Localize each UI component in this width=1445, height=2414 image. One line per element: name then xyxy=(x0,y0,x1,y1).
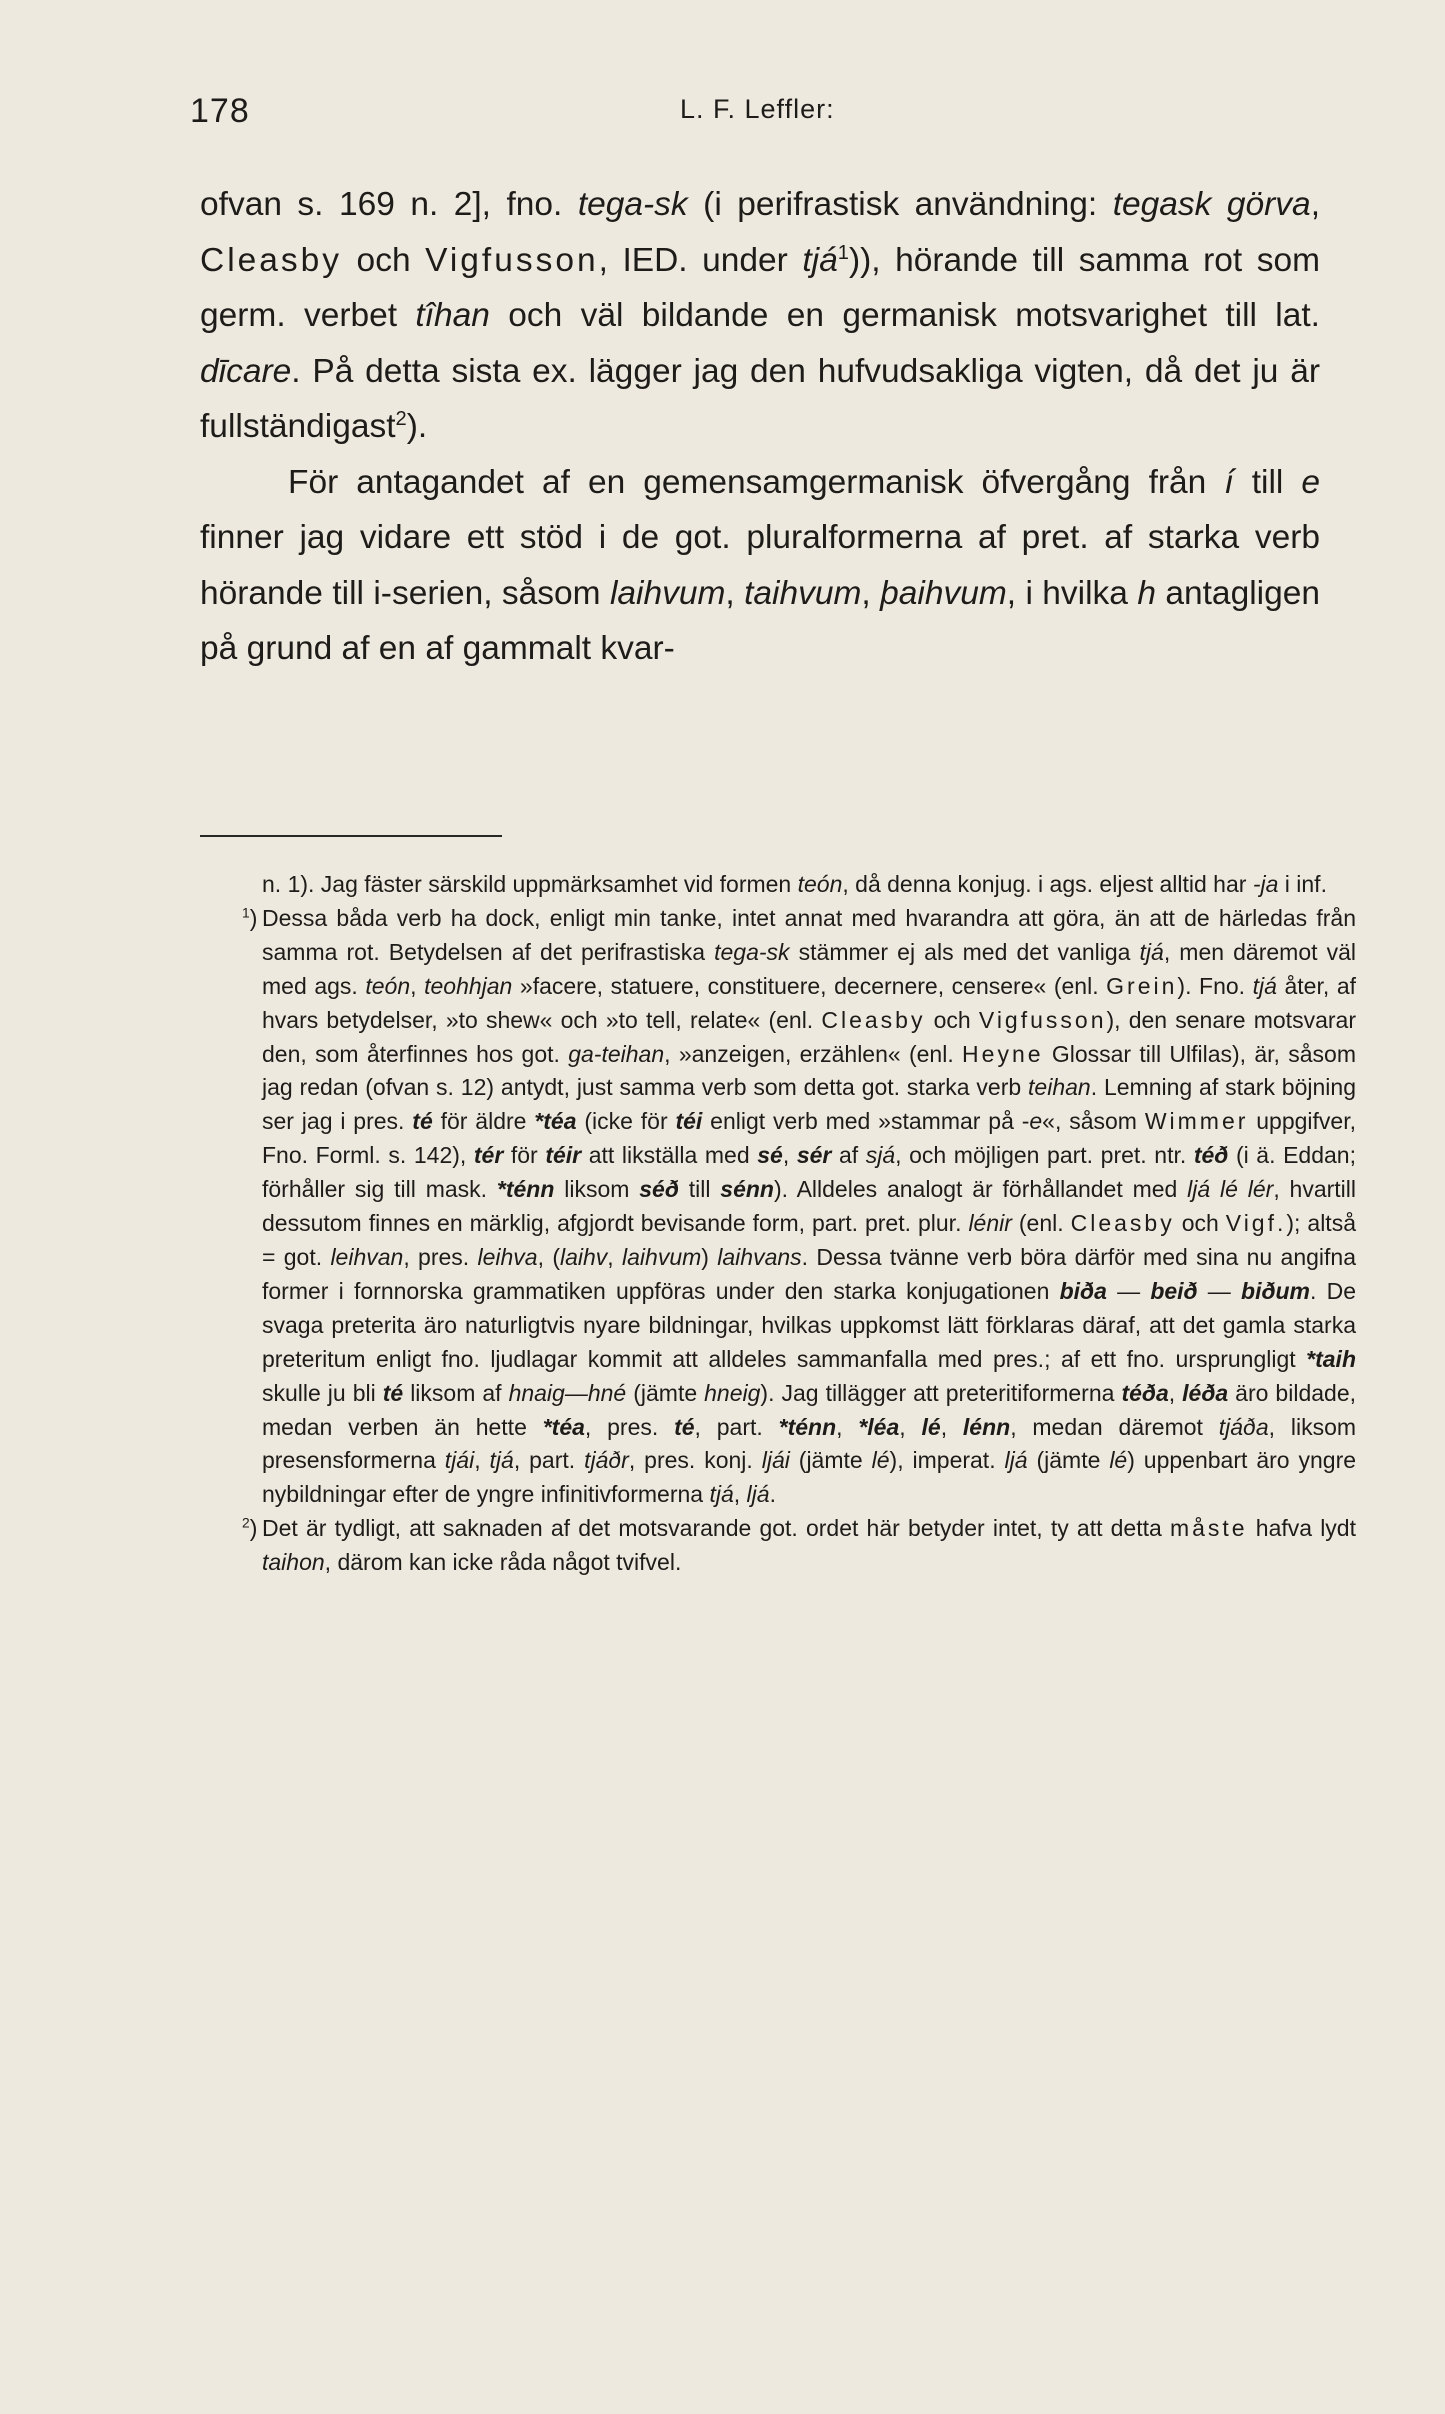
footnotes.1-segment: léða xyxy=(1182,1379,1229,1406)
footnotes.1-segment: leihvan xyxy=(330,1243,404,1270)
body-paragraph-1 xyxy=(200,177,1320,455)
footnotes.1-segment: , liksom presensformerna xyxy=(262,1413,1357,1474)
footnotes.1-segment: tjá xyxy=(489,1447,514,1474)
footnotes.0-segment: , då denna konjug. i ags. eljest alltid har xyxy=(842,871,1253,897)
footnotes.1-segment: ) xyxy=(701,1243,718,1270)
footnotes.1-segment: liksom af xyxy=(403,1379,509,1406)
footnotes.1-segment: af xyxy=(831,1142,866,1169)
footnotes.1-segment: tjá xyxy=(709,1481,734,1508)
footnotes.1-segment: , xyxy=(899,1413,922,1440)
footnotes.1-segment: , xyxy=(607,1243,623,1270)
footnotes.1-segment: (jämte xyxy=(789,1447,872,1474)
body_paragraphs.0-segment: tjá xyxy=(802,241,838,279)
footnotes.1-segment: *téa xyxy=(534,1108,577,1135)
footnotes.1-segment: åter, af hvars betydelser, »to shew« och »to tell, relate« (enl. xyxy=(262,972,1356,1033)
footnotes.1-segment: teohhjan xyxy=(424,972,513,999)
body_paragraphs.0-segment: (i perifrastisk användning: xyxy=(687,186,1113,223)
body_paragraphs.1-segment: , i hvilka xyxy=(1006,574,1138,612)
footnotes.1-segment: beið xyxy=(1150,1277,1198,1304)
footnotes.1-segment: ). Fno. xyxy=(1177,972,1253,999)
footnotes.1-segment: »facere, statuere, constituere, decernere, censere« (enl. xyxy=(512,972,1107,999)
footnotes.1-segment: *ténn xyxy=(496,1176,555,1203)
footnotes.2-segment: , därom kan icke råda något tvifvel. xyxy=(324,1549,682,1576)
footnotes.1-segment: , pres. konj. xyxy=(628,1447,762,1474)
footnotes.1-segment: sénn xyxy=(720,1176,774,1203)
footnotes.0-segment: Jag fäster särskild uppmärksamhet vid formen xyxy=(314,871,798,897)
footnotes.2-segment: Det är tydligt, att saknaden af det motsvarande got. ordet här betyder intet, ty att detta xyxy=(262,1515,1170,1542)
body_paragraphs.0-segment: och xyxy=(342,241,426,279)
footnotes.1-segment: , xyxy=(410,972,425,999)
footnotes.1-segment: lé xyxy=(1109,1447,1128,1474)
footnotes.1-segment: för xyxy=(503,1142,546,1169)
footnotes.1-segment: laihv xyxy=(559,1243,608,1270)
body_paragraphs.0-segment: tega-sk xyxy=(577,186,688,223)
footnotes.1-segment: ljái xyxy=(761,1447,790,1474)
footnotes.1-segment: tjáðr xyxy=(584,1447,629,1474)
footnotes.1-segment: , part. xyxy=(694,1413,779,1440)
page-number: 178 xyxy=(190,92,250,130)
footnotes.1-segment: té xyxy=(382,1379,404,1406)
footnotes.1-segment: Vigfusson xyxy=(978,1006,1107,1033)
body_paragraphs.0-segment: , xyxy=(1310,186,1320,223)
footnotes.1-segment: , pres. xyxy=(584,1413,675,1440)
body_paragraphs.1-segment: För antagandet af en gemensamgermanisk öfvergång från xyxy=(288,463,1225,501)
footnotes.1-segment: «, såsom xyxy=(1042,1108,1145,1135)
body_paragraphs.0-segment: ). xyxy=(406,408,428,445)
body_paragraphs.1-segment: finner jag vidare ett stöd i de got. pluralformerna af pret. af starka verb hörande till i-serien, såsom xyxy=(200,519,1320,612)
footnote-2 xyxy=(242,1512,1356,1580)
footnotes.1-segment: tega-sk xyxy=(714,938,790,965)
footnotes.1-segment: sé xyxy=(757,1142,783,1169)
footnotes.1-segment: , medan däremot xyxy=(1010,1413,1219,1440)
body_paragraphs.1-segment: þaihvum xyxy=(880,574,1007,612)
footnotes.1-segment: , och möjligen part. pret. ntr. xyxy=(895,1142,1194,1169)
footnotes.1-segment: . Lemning af stark böjning ser jag i pres. xyxy=(262,1074,1356,1135)
footnotes.1-segment: . xyxy=(769,1481,776,1508)
footnotes.1-segment: och xyxy=(925,1006,979,1033)
body_paragraphs.0-segment: , IED. under xyxy=(598,241,803,279)
footnotes.1-segment: enligt verb med »stammar på - xyxy=(702,1108,1030,1135)
body_paragraphs.0-segment: tegask görva xyxy=(1112,186,1311,223)
footnotes.2-segment: taihon xyxy=(262,1549,325,1576)
footnotes.1-segment: , part. xyxy=(513,1447,585,1474)
footnotes.1-segment: lénn xyxy=(962,1413,1011,1440)
footnotes.1-segment: (enl. xyxy=(1011,1210,1071,1237)
body_paragraphs.1-segment: h xyxy=(1137,574,1156,612)
body_paragraphs.1-segment: í xyxy=(1224,463,1234,501)
footnote-marker: n. 1). xyxy=(262,871,315,897)
footnotes.1-segment: tér xyxy=(473,1142,504,1169)
footnotes.1-segment: äro bildade, medan verben än hette xyxy=(262,1379,1356,1440)
footnotes.1-segment: ljá xyxy=(1004,1447,1028,1474)
footnotes.1-segment: ). Alldeles analogt är förhållandet med xyxy=(773,1176,1188,1203)
body-paragraph-2 xyxy=(200,455,1320,677)
footnote-marker-number: 1 xyxy=(242,905,250,921)
footnotes.1-segment: , xyxy=(836,1413,859,1440)
body-text xyxy=(200,177,1320,677)
footnotes.1-segment: Cleasby xyxy=(1070,1210,1175,1237)
footnote-marker: $^1$) xyxy=(242,904,258,931)
footnotes.0-segment: -ja xyxy=(1252,871,1279,897)
footnotes.1-segment: , hvartill dessutom finnes en märklig, afgjordt bevisande form, part. pret. plur. xyxy=(262,1176,1356,1237)
footnotes.1-segment: *ténn xyxy=(778,1413,837,1440)
footnotes.1-segment: biðum xyxy=(1241,1277,1311,1304)
footnotes.1-segment: Wimmer xyxy=(1144,1108,1249,1135)
body_paragraphs.1-segment: taihvum xyxy=(744,574,862,612)
running-head: L. F. Leffler: xyxy=(680,94,835,124)
footnotes.1-segment: tjái xyxy=(444,1447,475,1474)
footnotes.1-segment: för äldre xyxy=(432,1108,535,1135)
body_paragraphs.1-segment: antagligen på grund af en af gammalt kvar- xyxy=(200,574,1320,667)
footnotes.1-segment: , men däremot väl med ags. xyxy=(262,938,1356,999)
footnotes.1-segment: ), den senare motsvarar den, som återfinnes hos got. xyxy=(262,1006,1356,1067)
footnotes xyxy=(242,868,1357,1580)
body_paragraphs.0-segment: ofvan s. 169 n. 2], fno. xyxy=(200,186,578,223)
footnotes.1-segment: *taih xyxy=(1306,1345,1356,1372)
footnotes.1-segment: leihva xyxy=(477,1243,538,1270)
footnotes.1-segment: uppgifver, Fno. Forml. s. 142), xyxy=(262,1108,1356,1169)
footnotes.1-segment: *téa xyxy=(542,1413,585,1440)
footnote-continuation xyxy=(262,868,1356,902)
footnotes.1-segment: lénir xyxy=(968,1210,1012,1237)
body_paragraphs.0-segment: Cleasby xyxy=(200,241,343,279)
footnotes.1-segment: téi xyxy=(675,1108,703,1135)
body_paragraphs.0-segment: tîhan xyxy=(415,297,490,334)
body_paragraphs.0-segment: dīcare xyxy=(200,352,292,390)
footnotes.1-segment: Heyne xyxy=(962,1040,1044,1067)
footnotes.1-segment: hnaig—hné xyxy=(508,1379,627,1406)
footnotes.1-segment: ), imperat. xyxy=(889,1447,1005,1474)
footnotes.1-segment: stämmer ej als med det vanliga xyxy=(789,938,1140,965)
footnotes.1-segment: lé xyxy=(871,1447,890,1474)
footnotes.1-segment: (icke för xyxy=(576,1108,676,1135)
footnotes.1-segment: biða xyxy=(1059,1277,1107,1304)
footnotes.1-segment: , pres. xyxy=(403,1243,478,1270)
body_paragraphs.0-segment: och väl bildande en germanisk motsvarighet till lat. xyxy=(489,297,1320,334)
body_paragraphs.1-segment: e xyxy=(1301,463,1321,501)
footnotes.1-segment: Dessa båda verb ha dock, enligt min tanke, intet annat med hvarandra att göra, än att de härledas från samma rot. Betydelsen af det perifrastiska xyxy=(262,904,1356,965)
footnotes.1-segment: téð xyxy=(1193,1142,1229,1169)
body_paragraphs.0-segment: . På detta sista ex. lägger jag den hufvudsakliga vigten, då det ju är fullständigast xyxy=(200,352,1320,445)
page-header xyxy=(190,92,1310,142)
footnotes.1-segment: téða xyxy=(1121,1379,1169,1406)
footnotes.1-segment: (i ä. Eddan; förhåller sig till mask. xyxy=(262,1142,1356,1203)
footnotes.1-segment: ). Jag tillägger att preteritiformerna xyxy=(760,1379,1122,1406)
footnotes.1-segment: , xyxy=(940,1413,963,1440)
footnotes.2-segment: hafva lydt xyxy=(1247,1515,1356,1542)
footnotes.1-segment: teón xyxy=(365,972,411,999)
footnotes.1-segment: , xyxy=(782,1142,797,1169)
footnotes.2-segment: måste xyxy=(1169,1515,1248,1542)
footnotes.1-segment: sér xyxy=(796,1142,832,1169)
body_paragraphs.0-segment: )), hörande till samma rot som germ. verbet xyxy=(200,241,1320,334)
footnotes.1-segment: Cleasby xyxy=(821,1006,926,1033)
footnotes.1-segment: och xyxy=(1174,1210,1226,1237)
footnotes.1-segment: Grein xyxy=(1106,972,1178,999)
footnotes.1-segment: . Dessa tvänne verb böra därför med sina nu angifna former i fornnorska grammatiken uppföras under den starka konjugationen xyxy=(262,1243,1356,1304)
footnotes.1-segment: (jämte xyxy=(626,1379,705,1406)
footnotes.1-segment: tjáða xyxy=(1218,1413,1269,1440)
footnote-marker-number: 2 xyxy=(242,1515,250,1531)
body_paragraphs.1-segment: laihvum xyxy=(609,574,726,612)
footnotes.1-segment: sjá xyxy=(865,1142,896,1169)
footnotes.1-segment: — xyxy=(1106,1277,1151,1304)
footnotes.1-segment: hneig xyxy=(704,1379,761,1406)
footnotes.1-segment: *léa xyxy=(858,1413,900,1440)
footnotes.1-segment: séð xyxy=(639,1176,679,1203)
footnotes.1-segment: (jämte xyxy=(1027,1447,1110,1474)
footnotes.1-segment: — xyxy=(1197,1277,1242,1304)
footnotes.1-segment: téir xyxy=(545,1142,582,1169)
footnotes.1-segment: ga-teihan xyxy=(568,1040,665,1067)
footnotes.1-segment: ljá lé lér xyxy=(1187,1176,1274,1203)
footnotes.1-segment: , ( xyxy=(537,1243,560,1270)
footnotes.1-segment: Glossar till Ulfilas), är, såsom jag redan (ofvan s. 12) antydt, just samma verb som detta got. starka verb xyxy=(262,1040,1356,1101)
body_paragraphs.0-segment: 1 xyxy=(837,241,849,264)
footnotes.1-segment: ljá xyxy=(746,1481,770,1508)
footnotes.1-segment: té xyxy=(674,1413,695,1440)
footnotes.1-segment: tjá xyxy=(1252,972,1277,999)
footnotes.1-segment: té xyxy=(412,1108,433,1135)
footnotes.1-segment: att likställa med xyxy=(581,1142,758,1169)
footnotes.1-segment: lé xyxy=(921,1413,941,1440)
body_paragraphs.1-segment: , xyxy=(861,574,881,612)
body_paragraphs.1-segment: , xyxy=(725,574,745,612)
footnotes.1-segment: , »anzeigen, erzählen« (enl. xyxy=(664,1040,963,1067)
footnotes.1-segment: teihan xyxy=(1028,1074,1091,1101)
footnotes.1-segment: till xyxy=(678,1176,721,1203)
footnote-separator-rule xyxy=(200,835,502,837)
footnotes.1-segment: liksom xyxy=(554,1176,640,1203)
footnote-1 xyxy=(242,902,1357,1512)
footnotes.1-segment: , xyxy=(733,1481,747,1508)
footnotes.1-segment: laihvum xyxy=(622,1243,702,1270)
body_paragraphs.0-segment: 2 xyxy=(395,407,407,430)
footnotes.1-segment: e xyxy=(1029,1108,1043,1135)
body_paragraphs.1-segment: till xyxy=(1233,463,1302,501)
footnotes.1-segment: . De svaga preterita äro naturligtvis nyare bildningar, hvilkas uppkomst lätt förklaras däraf, att det gamla starka preteritum enligt fno. ljudlagar kommit att alldeles sammanfalla med pres.; af ett fno. ursprungligt xyxy=(262,1277,1357,1372)
footnotes.1-segment: , xyxy=(1168,1379,1183,1406)
footnotes.1-segment: , xyxy=(474,1447,490,1474)
footnotes.1-segment: laihvans xyxy=(717,1243,802,1270)
footnotes.1-segment: skulle ju bli xyxy=(262,1379,383,1406)
footnotes.1-segment: tjá xyxy=(1139,938,1164,965)
footnotes.0-segment: teón xyxy=(797,871,843,897)
body_paragraphs.0-segment: Vigfusson xyxy=(425,241,599,279)
footnotes.1-segment: Vigf. xyxy=(1225,1210,1287,1237)
footnote-marker: $^2$) xyxy=(242,1515,258,1542)
footnotes.0-segment: i inf. xyxy=(1278,871,1327,897)
footnotes.1-segment: ) uppenbart äro yngre nybildningar efter de yngre infinitivformerna xyxy=(262,1447,1357,1508)
footnotes.1-segment: ); altså = got. xyxy=(262,1210,1356,1270)
